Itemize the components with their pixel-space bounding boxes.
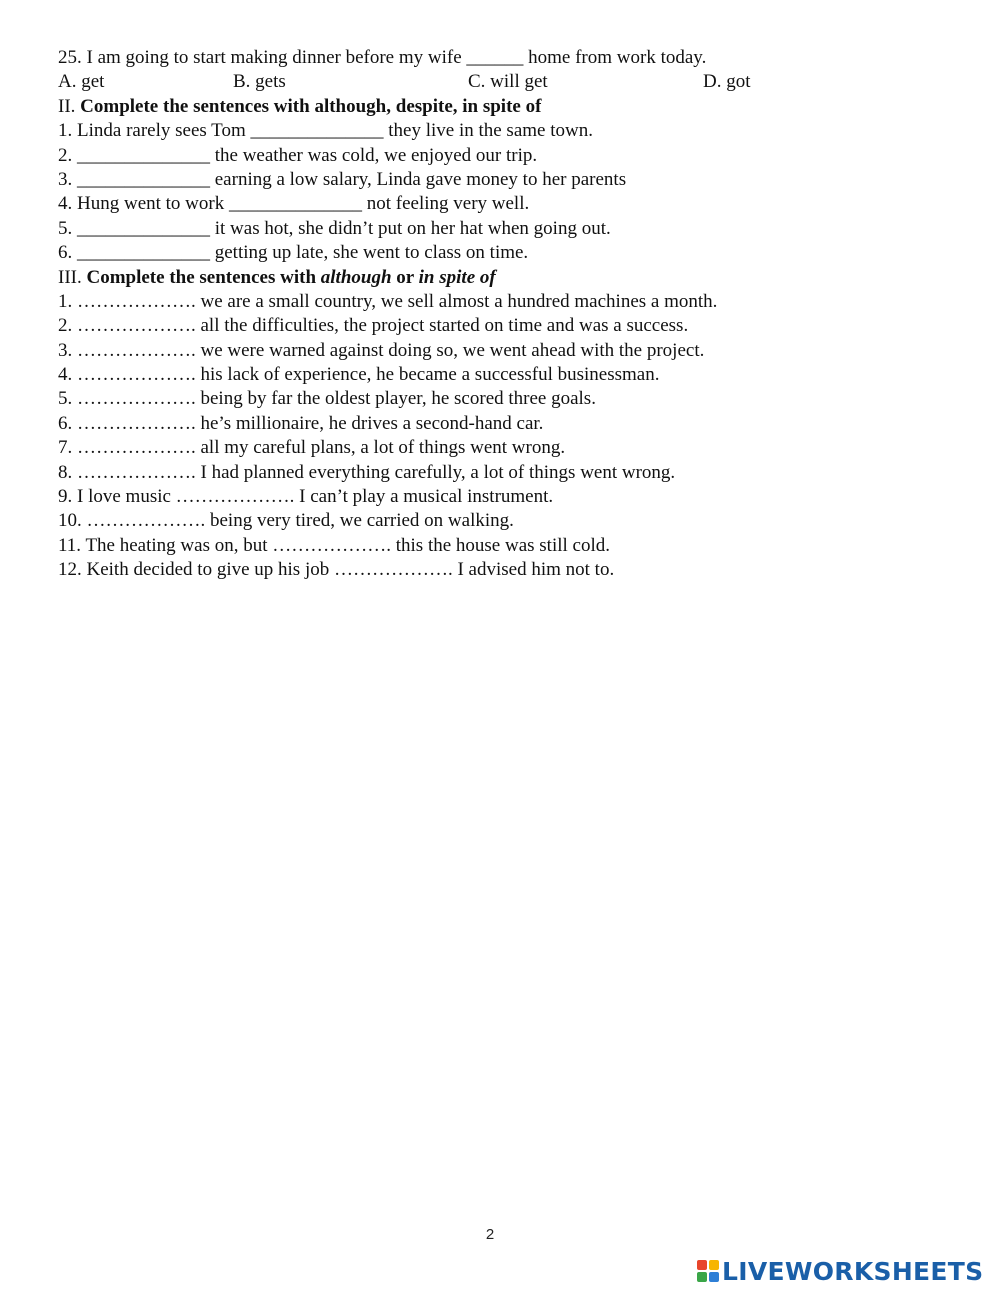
section-2-item: 3. ______________ earning a low salary, Linda gave money to her parents [58,168,627,190]
section-3-item: 8. ………………. I had planned everything carefully, a lot of things went wrong. [58,461,676,483]
section-2-item: 5. ______________ it was hot, she didn’t put on her hat when going out. [58,217,611,239]
option-d: D. got [703,71,751,93]
liveworksheets-logo[interactable] [697,1254,983,1288]
section-3-numeral: III. [58,266,87,288]
section-3-item: 6. ………………. he’s millionaire, he drives a second-hand car. [58,412,544,434]
section-3-item: 9. I love music ………………. I can’t play a musical instrument. [58,486,554,508]
option-c: C. will get [468,71,548,93]
section-3-keyword-although: although [320,266,392,288]
section-3-item: 4. ………………. his lack of experience, he became a successful businessman. [58,364,660,386]
logo-square-red [697,1260,707,1270]
option-b: B. gets [233,71,286,93]
section-3-title-start: Complete the sentences with [86,266,321,288]
section-2-item: 2. ______________ the weather was cold, we enjoyed our trip. [58,144,538,166]
section-3-item: 10. ………………. being very tired, we carried on walking. [58,510,514,532]
section-2-heading [58,95,958,119]
section-3-item: 5. ………………. being by far the oldest player, he scored three goals. [58,388,596,410]
section-3-item: 11. The heating was on, but ………………. this the house was still cold. [58,534,611,556]
section-3-item: 3. ………………. we were warned against doing so, we went ahead with the project. [58,339,705,361]
section-3-heading [58,266,958,290]
liveworksheets-logo-text: LIVEWORKSHEETS [722,1256,984,1286]
section-3-title-mid: or [391,266,419,288]
logo-square-blue [709,1272,719,1282]
section-2-item: 6. ______________ getting up late, she went to class on time. [58,242,529,264]
logo-square-green [697,1272,707,1282]
section-3-item: 1. ………………. we are a small country, we sell almost a hundred machines a month. [58,290,718,312]
question-25: 25. I am going to start making dinner before my wife ______ home from work today. [58,47,707,68]
section-3-item: 7. ………………. all my careful plans, a lot of things went wrong. [58,437,566,459]
option-a: A. get [58,71,105,93]
section-2-item: 4. Hung went to work ______________ not feeling very well. [58,193,530,215]
section-2-numeral: II. [58,95,81,117]
liveworksheets-logo-icon [697,1260,719,1282]
question-25-options [58,70,958,94]
worksheet-content [58,46,958,583]
section-2-item: 1. Linda rarely sees Tom ______________ they live in the same town. [58,120,593,142]
page-number: 2 [485,1226,495,1243]
section-3-item: 12. Keith decided to give up his job ………………. I advised him not to. [58,559,615,581]
section-3-keyword-in-spite-of: in spite of [418,266,496,288]
section-3-item: 2. ………………. all the difficulties, the project started on time and was a success. [58,315,689,337]
section-2-title: Complete the sentences with although, despite, in spite of [80,95,542,117]
logo-square-yellow [709,1260,719,1270]
